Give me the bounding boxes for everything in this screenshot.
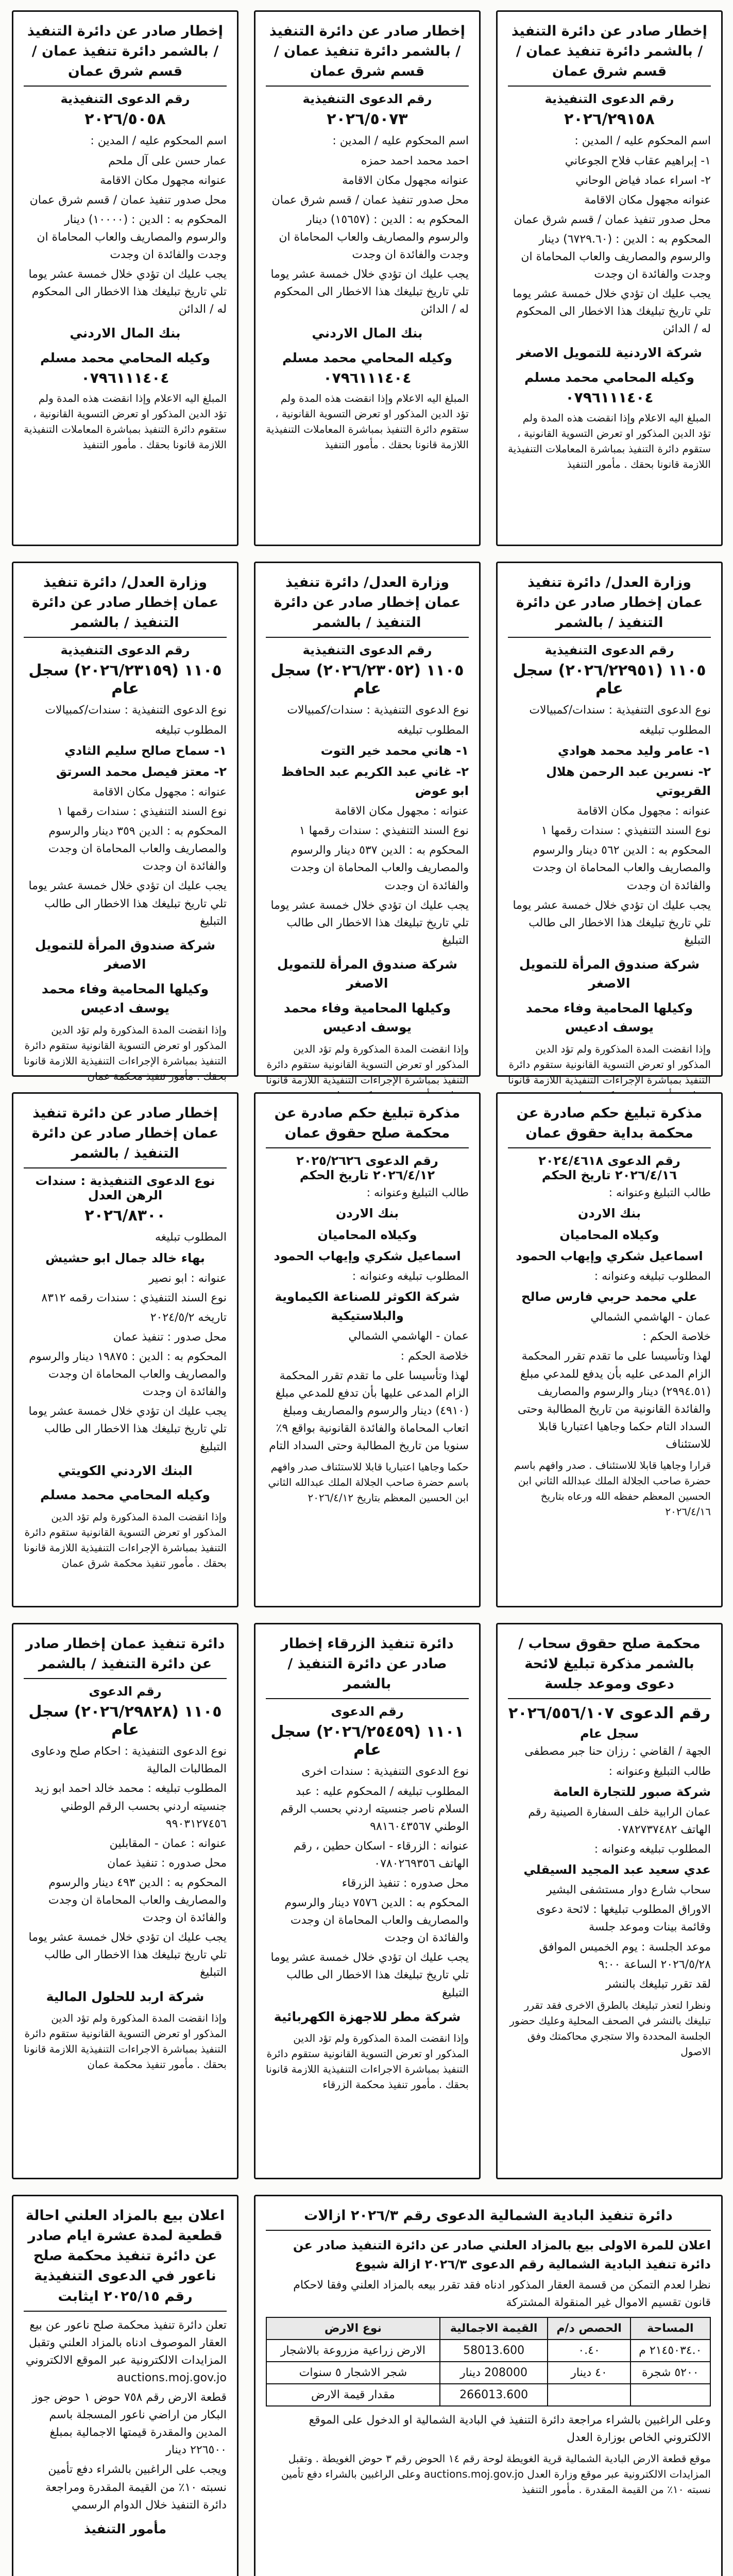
notice-line: عنوانه مجهول مكان الاقامة (100, 174, 227, 187)
notice-line: عنوانه : مجهول مكان الاقامة (576, 805, 711, 818)
notice-footer: وإذا انقضت المدة المذكورة ولم تؤد الدين المذكور او تعرض التسوية القانونية ستقوم دائرة التنفيذ بمباشرة الإجراءات التنفيذية اللازمة قانونا (508, 1042, 711, 1086)
notice-line: يجب عليك ان تؤدي خلال خمسة عشر يوما تلي تاريخ تبليغك هذا الاخطار الى المحكوم له / الدائن (28, 268, 227, 316)
notice-header: دائرة تنفيذ عمان إخطار صادر عن دائرة التنفيذ / بالشمر (24, 1634, 227, 1679)
agent-name: وكيلها المحامية وفاء محمد يوسف ادعيس (41, 981, 209, 1016)
case-number: ٢٠٢٦/٨٣٠٠ (84, 1207, 166, 1225)
table-cell: الارض زراعية مزروعة بالاشجار (266, 2340, 440, 2362)
column-header: نوع الارض (266, 2317, 440, 2340)
notice-footer: حكما وجاهيا اعتباريا قابلا للاستئناف صدر وافهم باسم حضرة صاحب الجلالة الملك عبدالله الثاني ابن الحسين المعظم بتاريخ ٢٠٢٦/٤/١٢ (268, 1461, 469, 1504)
table-row (266, 2362, 710, 2384)
notice-line: يجب عليك ان تؤدي خلال خمسة عشر يوما تلي تاريخ تبليغك هذا الاخطار الى طالب التبليغ (270, 1951, 469, 1999)
case-number: ١١٠٥ (٢٠٢٦/٢٣٠٥٢) سجل عام (270, 662, 464, 698)
notice-header: إخطار صادر عن دائرة التنفيذ / بالشمر دائرة تنفيذ عمان / قسم شرق عمان (508, 21, 711, 87)
notice-r4-left (12, 1623, 238, 2179)
table-cell: 58013.600 (440, 2340, 548, 2362)
agent-name: وكيله المحامي محمد مسلم (524, 369, 695, 385)
notice-line: عنوانه : عمان - المقابلين (109, 1837, 227, 1850)
notice-line: عمار حسن على آل ملحم (108, 154, 227, 167)
notice-line: وكيلاه المحاميان (559, 1227, 659, 1242)
notice-line: المحكوم به : الدين : (١٥٦٥٧) دينار والرسوم والمصاريف والعاب المحاماة ان وجدت والفائدة ان وجدت (279, 213, 469, 261)
case-number: ١١٠١ (٢٠٢٦/٢٥٤٥٩) سجل عام (270, 1723, 464, 1759)
creditor-name: شركة صندوق المرأة للتمويل الاصغر (519, 956, 700, 991)
table-cell: مقدار قيمة الارض (266, 2384, 440, 2406)
judgment-date: ٢٠٢٦/٤/١٢ تاريخ الحكم (299, 1168, 435, 1183)
notice-line: يجب عليك ان تؤدي خلال خمسة عشر يوما تلي تاريخ تبليغك هذا الاخطار الى المحكوم له / الدائن (513, 287, 711, 336)
notice-footer: وإذا انقضت المدة المذكورة ولم تؤد الدين المذكور او تعرض التسوية القانونية ستقوم دائرة التنفيذ بمباشرة الاجراءات التنفيذية اللازمة قانونا بحقك . مأمور تنفيذ محكمة عمان (24, 2012, 227, 2071)
column-header: القيمة الاجمالية (440, 2317, 548, 2340)
creditor-name: شركة صندوق المرأة للتمويل الاصغر (277, 956, 458, 991)
table-cell: شجر الاشجار ٥ سنوات (266, 2362, 440, 2384)
notice-header: وزارة العدل/ دائرة تنفيذ عمان إخطار صادر عن دائرة التنفيذ / بالشمر (266, 572, 469, 638)
notice-header: وزارة العدل/ دائرة تنفيذ عمان إخطار صادر عن دائرة التنفيذ / بالشمر (508, 572, 711, 638)
table-cell: 208000 دينار (440, 2362, 548, 2384)
notice-line: يجب عليك ان تؤدي خلال خمسة عشر يوما تلي تاريخ تبليغك هذا الاخطار الى طالب التبليغ (28, 1931, 227, 1979)
notice-line: لقد تقرر تبليغك بالنشر (605, 1977, 711, 1991)
table-cell: ٤٠ دينار (548, 2362, 630, 2384)
notice-line: اسم المحكوم عليه / المدين : (90, 134, 227, 148)
notice-line: محل صدوره : تنفيذ الزرقاء (342, 1876, 469, 1890)
notice-line: ويجب على الراغبين بالشراء دفع تأمين نسبته ١٠٪ من القيمة المقدرة ومراجعة دائرة التنفيذ خلال الدوام الرسمي (45, 2463, 227, 2512)
defendant-name: عدي سعيد عبد المجيد السيقلي (523, 1862, 711, 1877)
notice-line: عنوانه : الزرقاء - اسكان حطين ، رقم الهاتف ٠٧٨٠٢٦٩٣٥٦ (293, 1839, 469, 1870)
notice-footer: وإذا انقضت المدة المذكورة ولم تؤد الدين المذكور او تعرض التسوية القانونية ستقوم دائرة التنفيذ بمباشرة الاجراءات التنفيذية اللازمة قانونا بحقك . مأمور تنفيذ محكمة الزرقاء (266, 2032, 469, 2091)
lawyer-names: اسماعيل شكري وإيهاب الحمود (274, 1248, 461, 1263)
case-number: ١١٠٥ (٢٠٢٦/٢٩٨٢٨) سجل عام (28, 1703, 222, 1739)
notice-r1-mid (254, 10, 481, 546)
notice-header: إخطار صادر عن دائرة التنفيذ / بالشمر دائرة تنفيذ عمان / قسم شرق عمان (24, 21, 227, 87)
phone-number: ٠٧٩٦١١١٤٠٤ (565, 389, 654, 406)
table-cell (548, 2384, 630, 2406)
notice-line: المحكوم به : الدين ٤٩٣ دينار والرسوم والمصاريف والعاب المحاماة ان وجدت والفائدة ان وجدت (48, 1876, 227, 1925)
notice-line: عنوانه : مجهول مكان الاقامة (92, 785, 227, 799)
debtor-name: ١- عامر وليد محمد هوادي (557, 743, 711, 758)
notice-line: الاوراق المطلوب تبليغها : لائحة دعوى وقائمة بينات وموعد جلسة (536, 1903, 711, 1934)
notice-line: نوع السند التنفيذي : سندات رقمه ٨٣١٢ (41, 1291, 227, 1304)
case-label: رقم الدعوى ٢٠٢٤/٤٦١٨ (538, 1154, 680, 1168)
creditor-name: بنك المال الاردني (312, 326, 423, 341)
table-header-row (266, 2317, 710, 2340)
plaintiff-name: شركة صبور للتجارة العامة (553, 1784, 711, 1799)
creditor-name: شركة اربد للحلول المالية (46, 1989, 204, 2004)
case-label: رقم الدعوى التنفيذية (60, 92, 190, 107)
notice-footer: المبلغ اليه الاعلام وإذا انقضت هذه المدة ولم تؤد الدين المذكور او تعرض التسوية القانونية ، ستقوم دائرة التنفيذ بمباشرة المعاملات التنفيذية اللازمة قانونا بحقك . مأمور التنفيذ (266, 392, 469, 451)
notice-line: طالب التبليغ وعنوانه : (608, 1765, 711, 1778)
notice-line: نوع الدعوى التنفيذية : احكام صلح ودعاوى المطالبات المالية (31, 1745, 227, 1776)
debtor-name: ١- هاني محمد خير التوت (320, 743, 469, 758)
notice-r4-right (496, 1623, 723, 2179)
notice-r1-left (12, 10, 238, 546)
defendant-name: شركة الكوثر للصناعة الكيماوية والبلاستيكية (275, 1290, 460, 1324)
notice-line: اعلان للمرة الاولى بيع بالمزاد العلني صادر عن دائرة التنفيذ صادر عن دائرة تنفيذ البادية الشمالية رقم الدعوى ٢٠٢٦/٣ ازالة شيوع (293, 2238, 711, 2272)
notice-line: نظرا لعدم التمكن من قسمة العقار المذكور ادناه فقد تقرر بيعه بالمزاد العلني وفقا لاحكام قانون تقسيم الاموال غير المنقولة المشتركة (293, 2278, 711, 2309)
notice-r3-right (496, 1092, 723, 1607)
notice-header: دائرة تنفيذ الزرقاء إخطار صادر عن دائرة التنفيذ / بالشمر (266, 1634, 469, 1699)
plaintiff-name: بنك الاردن (335, 1206, 399, 1221)
notice-footer: وإذا انقضت المدة المذكورة ولم تؤد الدين المذكور او تعرض التسوية القانونية ستقوم دائرة التنفيذ بمباشرة الإجراءات التنفيذية اللازمة قانونا بحقك . مأمور تنفيذ محكمة شرق عمان (24, 1510, 227, 1569)
notice-line: نوع الدعوى التنفيذية : سندات/كمبيالات (45, 704, 227, 717)
case-label: رقم الدعوى (331, 1704, 404, 1719)
creditor-name: البنك الاردني الكويتي (58, 1463, 193, 1478)
notice-header: اعلان بيع بالمزاد العلني احالة قطعية لمدة عشرة ايام صادر عن دائرة تنفيذ محكمة صلح ناعور في الدعوى التنفيذية رقم ٢٠٢٥/١٥ ايثابت (24, 2206, 227, 2312)
debtor-name: بهاء خالد جمال ابو حشيش (45, 1250, 205, 1265)
notice-line: اسم المحكوم عليه / المدين : (574, 134, 711, 148)
notice-line: لهذا وتأسيسا على ما تقدم تقرر المحكمة الزام المدعى عليها بأن تدفع للمدعي مبلغ (٤٩١٠) دينار والرسوم والمصاريف ومبلغ اتعاب المحاماة والفائدة القانونية بواقع ٩٪ سنويا من تاريخ المطالبة وحتى السداد التام (269, 1369, 469, 1452)
notice-line: نوع السند التنفيذي : سندات رقمها ١ (541, 824, 711, 838)
creditor-name: شركة صندوق المرأة للتمويل الاصغر (35, 937, 216, 972)
phone-number: ٠٧٩٦١١١٤٠٤ (81, 369, 169, 387)
judgment-date: ٢٠٢٦/٤/١٦ تاريخ الحكم (541, 1168, 677, 1183)
notice-footer: مأمور التنفيذ (83, 2521, 167, 2536)
notice-footer: ونظرا لتعذر تبليغك بالطرق الاخرى فقد تقرر تبليغك بالنشر في الصحف المحلية وعليك حضور الجلسة المحددة والا ستجري محاكمتك وفق الاصول (509, 1998, 711, 2058)
creditor-name: شركة الاردنية للتمويل الاصغر (516, 345, 703, 361)
notice-header: مذكرة تبليغ حكم صادرة عن محكمة صلح حقوق عمان (266, 1103, 469, 1148)
column-header: المساحة (630, 2317, 710, 2340)
notice-line: المطلوب تبليغه (639, 723, 711, 737)
table-cell: ٢١٤٥٠٣٤.٠ م (630, 2340, 710, 2362)
notice-header: دائرة تنفيذ البادية الشمالية الدعوى رقم ٢٠٢٦/٣ ازالات (266, 2206, 711, 2231)
notice-header: وزارة العدل/ دائرة تنفيذ عمان إخطار صادر عن دائرة التنفيذ / بالشمر (24, 572, 227, 638)
notice-header: إخطار صادر عن دائرة التنفيذ / بالشمر دائرة تنفيذ عمان / قسم شرق عمان (266, 21, 469, 87)
notice-r1-right (496, 10, 723, 546)
debtor-name: ٢- معتز فيصل محمد السرتق (56, 764, 227, 779)
notice-line: يجب عليك ان تؤدي خلال خمسة عشر يوما تلي تاريخ تبليغك هذا الاخطار الى المحكوم له / الدائن (270, 268, 469, 316)
notice-line: المطلوب تبليغه وعنوانه : (594, 1842, 711, 1856)
notice-line: محل صدور تنفيذ عمان / قسم شرق عمان (514, 213, 711, 226)
notice-line: المطلوب تبليغه وعنوانه : (594, 1269, 711, 1283)
notice-line: يجب عليك ان تؤدي خلال خمسة عشر يوما تلي تاريخ تبليغك هذا الاخطار الى طالب التبليغ (28, 1405, 227, 1453)
notice-line: محل صدور تنفيذ عمان / قسم شرق عمان (271, 193, 469, 207)
case-number: رقم الدعوى ٢٠٢٦/٥٥٦/١٠٧ (508, 1704, 711, 1723)
notice-line: المطلوب تبليغه (155, 723, 227, 737)
notice-line: طالب التبليغ وعنوانه : (366, 1187, 469, 1200)
notice-line: المطلوب تبليغه : محمد خالد احمد ابو زيد جنسيته اردني بحسب الرقم الوطني ٩٩٠٣١٢٧٤٥٦ (34, 1782, 227, 1831)
notice-line: المطلوب تبليغه (397, 723, 469, 737)
notice-line: عمان - الهاشمي الشمالي (590, 1311, 711, 1324)
notice-line: الجهة / القاضي : رزان حنا جبر مصطفى (524, 1745, 711, 1758)
notice-line: عمان الرابية خلف السفارة الصينية رقم الهاتف ٠٧٨٢٧٣٧٤٨٢ (528, 1805, 711, 1836)
table-cell (630, 2384, 710, 2406)
notice-r2-left (12, 562, 238, 1082)
debtor-name: ٢- نسرين عبد الرحمن هلال القريوتي (546, 764, 711, 798)
notice-line: تعلن دائرة تنفيذ محكمة صلح ناعور عن بيع العقار الموصوف ادناه بالمزاد العلني وتقبل المزايدات الالكترونية عبر الموقع الالكتروني auctions.moj.gov.jo (25, 2318, 227, 2384)
notice-line: محل صدور تنفيذ عمان / قسم شرق عمان (29, 193, 227, 207)
notice-line: المحكوم به : الدين ٥٣٧ دينار والرسوم والمصاريف والعاب المحاماة ان وجدت والفائدة ان وجدت (290, 844, 469, 892)
case-number: ٢٠٢٦/٥٠٥٨ (84, 110, 166, 129)
case-label: رقم الدعوى (89, 1684, 162, 1699)
notice-line: طالب التبليغ وعنوانه : (608, 1187, 711, 1200)
table-row (266, 2384, 710, 2406)
case-label: رقم الدعوى التنفيذية (544, 92, 674, 107)
case-label: رقم الدعوى التنفيذية (302, 643, 432, 658)
notice-footer: وإذا انقضت المدة المذكورة ولم تؤد الدين المذكور او تعرض التسوية القانونية ستقوم دائرة التنفيذ بمباشرة الإجراءات التنفيذية اللازمة قانونا بحقك . مأمور تنفيذ محكمة عمان (24, 1023, 227, 1082)
case-register: سجل عام (580, 1726, 639, 1741)
notice-line: عنوانه مجهول مكان الاقامة (342, 174, 469, 187)
notice-r3-left (12, 1092, 238, 1607)
notice-line: موعد الجلسة : يوم الخميس الموافق ٢٠٢٦/٥/٢٨ الساعة ٩:٠٠ (539, 1940, 711, 1971)
defendant-name: علي محمد حربي فارس صالح (521, 1290, 697, 1304)
debtor-name: ١- سماح صالح سليم الثادي (64, 743, 227, 758)
land-table (266, 2317, 711, 2406)
case-label: رقم الدعوى ٢٠٢٥/٢٦٢٦ (296, 1154, 438, 1168)
notice-line: وكيلاه المحاميان (317, 1227, 417, 1242)
notice-line: نوع الدعوى التنفيذية : سندات/كمبيالات (529, 704, 711, 717)
notice-line: تاريخه ٢٠٢٤/٥/٢ (150, 1311, 227, 1324)
notice-line: المطلوب تبليغه / المحكوم عليه : عبد السلام ناصر جنسيته اردني بحسب الرقم الوطني ٩٨١٦٠٤٣٥٦٧ (280, 1785, 469, 1833)
notice-line: اسم المحكوم عليه / المدين : (332, 134, 469, 148)
agent-name: وكيلها المحامية وفاء محمد يوسف ادعيس (525, 1000, 693, 1035)
notice-line: لهذا وتأسيسا على ما تقدم تقرر المحكمة الزام المدعى عليه بأن يدفع للمدعي مبلغ (٢٩٩٤.٥١) دينار والرسوم والمصاريف والفائدة القانونية من تاريخ المطالبة وحتى السداد التام حكما وجاهيا اعتباريا قابلا للاستئناف (517, 1350, 711, 1451)
table-cell: 266013.600 (440, 2384, 548, 2406)
notice-line: خلاصة الحكم : (642, 1330, 711, 1344)
notice-line: عنوانه : ابو نصير (148, 1272, 227, 1285)
notice-line: المحكوم به : الدين : (٦٧٢٩.٦٠) دينار والرسوم والمصاريف والعاب المحاماة ان وجدت والفائدة ان وجدت (521, 232, 711, 281)
notice-line: المحكوم به : الدين ٥٦٢ دينار والرسوم والمصاريف والعاب المحاماة ان وجدت والفائدة ان وجدت (532, 844, 711, 892)
notice-footer: المبلغ اليه الاعلام وإذا انقضت هذه المدة ولم تؤد الدين المذكور او تعرض التسوية القانونية ، ستقوم دائرة التنفيذ بمباشرة المعاملات التنفيذية اللازمة قانونا بحقك . مأمور التنفيذ (508, 412, 711, 471)
notice-line: المحكوم به : الدين ٣٥٩ دينار والرسوم والمصاريف والعاب المحاماة ان وجدت والفائدة ان وجدت (48, 825, 227, 873)
creditor-name: بنك المال الاردني (70, 326, 181, 341)
notice-line: نوع السند التنفيذي : سندات رقمها ١ (299, 824, 469, 838)
debtor-name: ٢- غاني عبد الكريم عبد الحافظ ابو عوض (281, 764, 469, 798)
case-number: ١١٠٥ (٢٠٢٦/٢٢٩٥١) سجل عام (513, 662, 706, 698)
notice-line: المطلوب تبليغه (155, 1231, 227, 1244)
notice-line: عمان - الهاشمي الشمالي (348, 1330, 469, 1343)
notice-footer: موقع قطعة الارض البادية الشمالية قرية الغويطة لوحة رقم ١٤ الحوض رقم ٣ حوض الغويطة . وتقبل المزايدات الالكترونية عبر موقع وزارة العدل auctions.moj.gov.jo وعلى الراغبين بالشراء دفع تأمين نسبته ١٠٪ من القيمة المقدرة . مأمور التنفيذ (281, 2452, 711, 2496)
case-label: نوع الدعوى التنفيذية : سندات الرهن العدل (35, 1174, 215, 1203)
table-cell: ٠.٤٠ (548, 2340, 630, 2362)
table-cell: ٥٢٠٠ شجرة (630, 2362, 710, 2384)
notice-line: عنوانه : مجهول مكان الاقامة (334, 805, 469, 818)
notice-line: يجب عليك ان تؤدي خلال خمسة عشر يوما تلي تاريخ تبليغك هذا الاخطار الى طالب التبليغ (270, 899, 469, 947)
case-label: رقم الدعوى التنفيذية (60, 643, 190, 658)
phone-number: ٠٧٩٦١١١٤٠٤ (323, 369, 412, 387)
notice-line: المحكوم به : الدين : (١٠٠٠٠) دينار والرسوم والمصاريف والعاب المحاماة ان وجدت والفائدة ان وجدت (37, 213, 227, 261)
notice-footer: وإذا انقضت المدة المذكورة ولم تؤد الدين المذكور او تعرض التسوية القانونية ستقوم دائرة التنفيذ بمباشرة الإجراءات التنفيذية اللازمة قانونا (266, 1042, 469, 1086)
notice-header: مذكرة تبليغ حكم صادرة عن محكمة بداية حقوق عمان (508, 1103, 711, 1148)
agent-name: وكيله المحامي محمد مسلم (40, 1487, 211, 1503)
notice-line: المحكوم به : الدين : ١٩٨٧٥ دينار والرسوم والمصاريف والعاب المحاماة ان وجدت والفائدة ان وجدت (29, 1350, 227, 1399)
notice-line: المحكوم به : الدين ٧٥٧٦ دينار والرسوم والمصاريف والعاب المحاماة ان وجدت والفائدة ان وجدت (284, 1896, 469, 1945)
table-row (266, 2340, 710, 2362)
lawyer-names: اسماعيل شكري وإيهاب الحمود (516, 1248, 703, 1263)
notice-header: إخطار صادر عن دائرة تنفيذ عمان إخطار صادر عن دائرة التنفيذ / بالشمر (24, 1103, 227, 1168)
auction-notice-naour (12, 2195, 238, 2576)
notice-r4-mid (254, 1623, 481, 2179)
notice-line: ٢- اسراء عماد فياض الوحاني (575, 174, 711, 187)
case-number: ١١٠٥ (٢٠٢٦/٢٣١٥٩) سجل عام (28, 662, 222, 698)
case-number: ٢٠٢٦/٢٩١٥٨ (564, 110, 655, 129)
notice-line: قطعة الارض رقم ٧٥٨ حوض ١ حوض جوز البكار من اراضي ناعور المسجلة باسم المدين والمقدرة قيمتها الاجمالية بمبلغ ٢٢٦٥٠٠ دينار (32, 2391, 227, 2457)
notice-line: محل صدوره : تنفيذ عمان (107, 1856, 227, 1870)
notice-r3-mid (254, 1092, 481, 1607)
notice-footer: قرارا وجاهيا قابلا للاستئناف . صدر وافهم باسم حضرة صاحب الجلالة الملك عبدالله الثاني ابن الحسين المعظم حفظه الله ورعاه بتاريخ ٢٠٢٦/٤/١٦ (514, 1459, 711, 1518)
notice-line: سحاب شارع دوار مستشفى البشير (546, 1884, 711, 1897)
notice-line: نوع السند التنفيذي : سندات رقمها ١ (57, 805, 227, 819)
notice-r2-right (496, 562, 723, 1086)
notice-line: احمد محمد احمد حمزه (361, 154, 469, 167)
agent-name: وكيله المحامي محمد مسلم (282, 350, 453, 365)
notice-line: يجب عليك ان تؤدي خلال خمسة عشر يوما تلي تاريخ تبليغك هذا الاخطار الى طالب التبليغ (28, 879, 227, 928)
auction-notice-badia (254, 2195, 723, 2576)
notice-line: عنوانه مجهول مكان الاقامة (584, 193, 711, 207)
notice-line: محل صدور : تنفيذ عمان (113, 1330, 227, 1344)
case-label: رقم الدعوى التنفيذية (544, 643, 674, 658)
notice-header: محكمة صلح حقوق سحاب / بالشمر مذكرة تبليغ لائحة دعوى وموعد جلسة (508, 1634, 711, 1699)
case-label: رقم الدعوى التنفيذية (302, 92, 432, 107)
column-header: الحصص د/م (548, 2317, 630, 2340)
case-number: ٢٠٢٦/٥٠٧٣ (327, 110, 408, 129)
notice-footer: المبلغ اليه الاعلام وإذا انقضت هذه المدة ولم تؤد الدين المذكور او تعرض التسوية القانونية ، ستقوم دائرة التنفيذ بمباشرة المعاملات التنفيذية اللازمة قانونا بحقك . مأمور التنفيذ (24, 392, 227, 451)
creditor-name: شركة مطر للاجهزة الكهربائية (274, 2009, 461, 2024)
plaintiff-name: بنك الاردن (577, 1206, 641, 1221)
agent-name: وكيله المحامي محمد مسلم (40, 350, 211, 365)
agent-name: وكيلها المحامية وفاء محمد يوسف ادعيس (283, 1000, 451, 1035)
notice-line: يجب عليك ان تؤدي خلال خمسة عشر يوما تلي تاريخ تبليغك هذا الاخطار الى طالب التبليغ (513, 899, 711, 947)
notice-r2-mid (254, 562, 481, 1086)
notice-line: نوع الدعوى التنفيذية : سندات/كمبيالات (287, 704, 469, 717)
notice-line: وعلى الراغبين بالشراء مراجعة دائرة التنفيذ في البادية الشمالية او الدخول على الموقع الالكتروني الخاص بوزارة العدل (309, 2413, 711, 2444)
notice-line: خلاصة الحكم : (400, 1349, 469, 1363)
notice-line: ١- إبراهيم عقاب فلاح الجوعاني (565, 154, 711, 167)
notice-line: نوع الدعوى التنفيذية : سندات اخرى (301, 1765, 469, 1778)
notice-line: المطلوب تبليغه وعنوانه : (352, 1269, 469, 1283)
